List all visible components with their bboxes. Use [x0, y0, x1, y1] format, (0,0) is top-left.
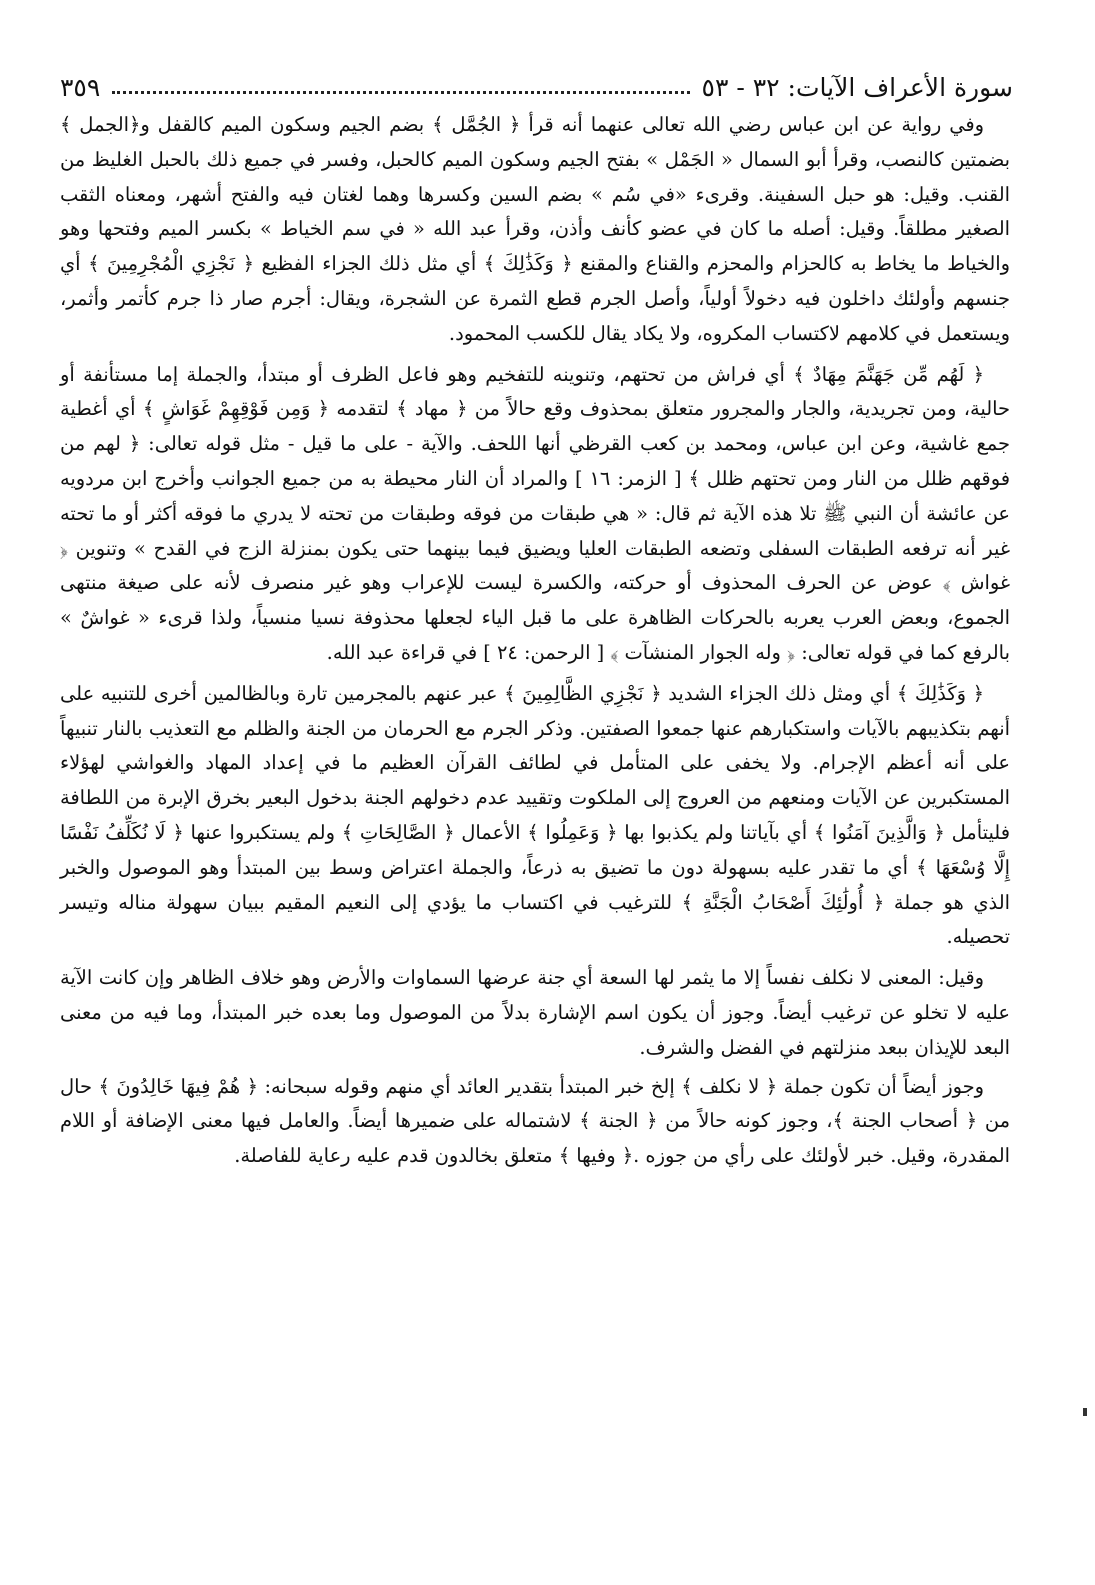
running-header [60, 58, 1013, 102]
scan-edge-mark [1083, 1408, 1087, 1416]
page-number: ٣٥٩ [60, 73, 101, 102]
paragraph-4: وقيل: المعنى لا نكلف نفساً إلا ما يثمر لها السعة أي جنة عرضها السماوات والأرض وهو خلاف الظاهر وإن كانت الآية عليه لا تخلو عن ترغيب أيضاً. وجوز أن يكون اسم الإشارة بدلاً من الموصول وما بعده خبر المبتدأ، وما فيه من معنى البعد للإيذان ببعد منزلتهم في الفضل والشرف. [60, 966, 1010, 1059]
chapter-title: سورة الأعراف الآيات: ٣٢ - ٥٣ [701, 73, 1013, 102]
paragraph-2: ﴿ لَهُم مِّن جَهَنَّمَ مِهَادٌ ﴾ أي فراش من تحتهم، وتنوينه للتفخيم وهو فاعل الظرف أو مبتدأ، والجملة إما مستأنفة أو حالية، ومن تجريدية، والجار والمجرور متعلق بمحذوف وقع حالاً من ﴿ مهاد ﴾ لتقدمه ﴿ وَمِن فَوْقِهِمْ غَوَاشٍ ﴾ أي أغطية جمع غاشية، وعن ابن عباس، ومحمد بن كعب القرظي أنها اللحف. والآية - على ما قيل - مثل قوله تعالى: ﴿ لهم من فوقهم ظلل من النار ومن تحتهم ظلل ﴾ [ الزمر: ١٦ ] والمراد أن النار محيطة به من جميع الجوانب وأخرج ابن مردويه عن عائشة أن النبي ﷺ تلا هذه الآية ثم قال: « هي طبقات من فوقه وطبقات من تحته لا يدري ما فوقه أكثر أو ما تحته غير أنه ترفعه الطبقات السفلى وتضعه الطبقات العليا ويضيق فيما بينهما حتى يكون بمنزلة الزج في القدح » وتنوين ﴿ غواش ﴾ عوض عن الحرف المحذوف أو حركته، والكسرة ليست للإعراب وهو غير منصرف لأنه على صيغة منتهى الجموع، وبعض العرب يعربه بالحركات الظاهرة على ما قبل الياء لجعلها محذوفة نسيا منسياً، ولذا قرىء « غواشٌ » بالرفع كما في قوله تعالى: ﴿ وله الجوار المنشآت ﴾ [ الرحمن: ٢٤ ] في قراءة عبد الله. [60, 362, 1010, 664]
paragraph-3: ﴿ وَكَذَٰلِكَ ﴾ أي ومثل ذلك الجزاء الشديد ﴿ نَجْزِي الظَّالِمِينَ ﴾ عبر عنهم بالمجرمين تارة وبالظالمين أخرى للتنبيه على أنهم بتكذيبهم بالآيات واستكبارهم عنها جمعوا الصفتين. وذكر الجرم مع الحرمان من الجنة والظلم مع التعذيب بالنار تنبيهاً على أنه أعظم الإجرام. ولا يخفى على المتأمل في لطائف القرآن العظيم ما في إعداد المهاد والغواشي لهؤلاء المستكبرين عن الآيات ومنعهم من العروج إلى الملكوت وتقييد عدم دخولهم الجنة بدخول البعير بخرق الإبرة من اللطافة فليتأمل ﴿ وَالَّذِينَ آمَنُوا ﴾ أي بآياتنا ولم يكذبوا بها ﴿ وَعَمِلُوا ﴾ الأعمال ﴿ الصَّالِحَاتِ ﴾ ولم يستكبروا عنها ﴿ لَا نُكَلِّفُ نَفْسًا إِلَّا وُسْعَهَا ﴾ أي ما تقدر عليه بسهولة دون ما تضيق به ذرعاً، والجملة اعتراض وسط بين المبتدأ وهو الموصول والخبر الذي هو جملة ﴿ أُولَٰئِكَ أَصْحَابُ الْجَنَّةِ ﴾ للترغيب في اكتساب ما يؤدي إلى النعيم المقيم ببيان سهولة مناله وتيسر تحصيله. [60, 681, 1010, 949]
page-body [60, 108, 1010, 1178]
leader-dots [112, 91, 689, 94]
paragraph-5: وجوز أيضاً أن تكون جملة ﴿ لا نكلف ﴾ إلخ خبر المبتدأ بتقدير العائد أي منهم وقوله سبحانه: ﴿ هُمْ فِيهَا خَالِدُونَ ﴾ حال من ﴿ أصحاب الجنة ﴾، وجوز كونه حالاً من ﴿ الجنة ﴾ لاشتماله على ضميرها أيضاً. والعامل فيها معنى الإضافة أو اللام المقدرة، وقيل. خبر لأولئك على رأي من جوزه .﴿ وفيها ﴾ متعلق بخالدون قدم عليه رعاية للفاصلة. [60, 1074, 1010, 1168]
paragraph-1: وفي رواية عن ابن عباس رضي الله تعالى عنهما أنه قرأ ﴿ الجُمَّل ﴾ بضم الجيم وسكون الميم كالقفل و﴿الجمل ﴾ بضمتين كالنصب، وقرأ أبو السمال « الجَمْل » بفتح الجيم وسكون الميم كالحبل، وفسر في جميع ذلك بالحبل الغليظ من القنب. وقيل: هو حبل السفينة. وقرىء «في سُم » بضم السين وكسرها وهما لغتان فيه والفتح أشهر، ومعناه الثقب الصغير مطلقاً. وقيل: أصله ما كان في عضو كأنف وأذن، وقرأ عبد الله « في سم الخياط » بكسر الميم وفتحها وهو والخياط ما يخاط به كالحزام والمحزم والقناع والمقنع ﴿ وَكَذَٰلِكَ ﴾ أي مثل ذلك الجزاء الفظيع ﴿ نَجْزِي الْمُجْرِمِينَ ﴾ أي جنسهم وأولئك داخلون فيه دخولاً أولياً، وأصل الجرم قطع الثمرة عن الشجرة، ويقال: أجرم صار ذا جرم كأتمر وأثمر، ويستعمل في كلامهم لاكتساب المكروه، ولا يكاد يقال للكسب المحمود. [60, 113, 1010, 345]
